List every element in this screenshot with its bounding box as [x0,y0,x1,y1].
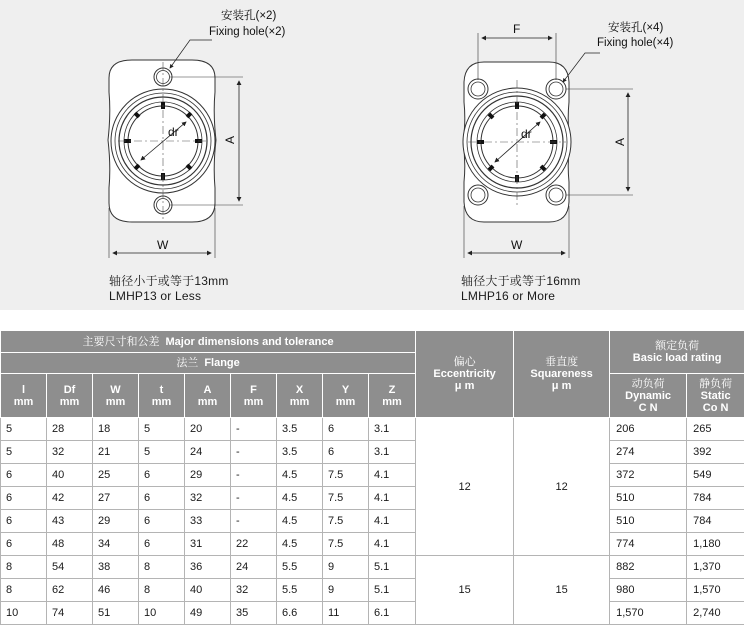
eccentricity-value: 15 [416,556,514,625]
cell-t: 6 [139,464,185,487]
cell-dynamic-load: 206 [610,418,687,441]
cell-static-load: 265 [687,418,744,441]
specifications-table [0,330,744,625]
cell-a: 36 [185,556,231,579]
cell-t: 10 [139,602,185,625]
flange-drawings [0,0,744,310]
table-row [1,418,744,441]
cell-z: 4.1 [369,464,416,487]
cell-y: 9 [323,556,369,579]
cell-y: 6 [323,441,369,464]
table-row [1,533,744,556]
left-caption [109,274,229,304]
cell-static-load: 1,180 [687,533,744,556]
cell-t: 8 [139,579,185,602]
col-header-w: W mm [93,374,139,418]
cell-f: 32 [231,579,277,602]
cell-t: 6 [139,510,185,533]
cell-y: 7.5 [323,487,369,510]
cell-x: 3.5 [277,418,323,441]
cell-df: 62 [47,579,93,602]
cell-w: 46 [93,579,139,602]
cell-x: 3.5 [277,441,323,464]
cell-z: 5.1 [369,579,416,602]
cell-f: - [231,487,277,510]
cell-df: 48 [47,533,93,556]
load-rating-header: 额定负荷 Basic load rating [610,331,744,374]
cell-df: 74 [47,602,93,625]
cell-dynamic-load: 510 [610,487,687,510]
cell-z: 4.1 [369,510,416,533]
cell-z: 4.1 [369,487,416,510]
cell-f: - [231,418,277,441]
right-callout-cn: 安装孔(×4) [608,20,663,34]
squareness-value: 12 [514,418,610,556]
cell-w: 34 [93,533,139,556]
col-header-z: Z mm [369,374,416,418]
cell-f: - [231,441,277,464]
table-row [1,602,744,625]
cell-l: 5 [1,418,47,441]
cell-x: 6.6 [277,602,323,625]
right-caption [461,274,581,304]
cell-a: 40 [185,579,231,602]
cell-w: 18 [93,418,139,441]
cell-x: 5.5 [277,579,323,602]
cell-x: 4.5 [277,510,323,533]
cell-z: 3.1 [369,418,416,441]
table-row [1,556,744,579]
cell-a: 32 [185,487,231,510]
flange-header: 法兰 Flange [1,353,416,374]
squareness-header: 垂直度 Squareness μ m [514,331,610,418]
cell-static-load: 1,370 [687,556,744,579]
cell-static-load: 784 [687,487,744,510]
cell-static-load: 549 [687,464,744,487]
cell-z: 4.1 [369,533,416,556]
col-header-y: Y mm [323,374,369,418]
cell-a: 24 [185,441,231,464]
cell-y: 7.5 [323,464,369,487]
cell-w: 51 [93,602,139,625]
right-dim-f: F [513,22,520,36]
cell-dynamic-load: 1,570 [610,602,687,625]
cell-y: 7.5 [323,533,369,556]
cell-a: 29 [185,464,231,487]
cell-y: 9 [323,579,369,602]
major-dimensions-header: 主要尺寸和公差 Major dimensions and tolerance [1,331,416,353]
cell-z: 6.1 [369,602,416,625]
col-header-df: Df mm [47,374,93,418]
col-header-f: F mm [231,374,277,418]
dynamic-load-header: 动负荷 Dynamic C N [610,374,687,418]
cell-l: 10 [1,602,47,625]
cell-dynamic-load: 882 [610,556,687,579]
left-dim-w: W [157,238,169,252]
cell-dynamic-load: 274 [610,441,687,464]
col-header-t: t mm [139,374,185,418]
cell-x: 4.5 [277,533,323,556]
technical-drawing-area [0,0,744,310]
table-row [1,441,744,464]
cell-static-load: 784 [687,510,744,533]
squareness-value: 15 [514,556,610,625]
cell-w: 25 [93,464,139,487]
left-dr-label: dr [168,125,179,139]
cell-l: 6 [1,487,47,510]
cell-t: 6 [139,533,185,556]
cell-t: 8 [139,556,185,579]
cell-t: 5 [139,418,185,441]
cell-static-load: 392 [687,441,744,464]
cell-df: 32 [47,441,93,464]
cell-static-load: 2,740 [687,602,744,625]
cell-a: 20 [185,418,231,441]
right-callout-en: Fixing hole(×4) [597,37,674,49]
left-caption-en: LMHP13 or Less [109,289,229,304]
col-header-a: A mm [185,374,231,418]
left-flange-drawing [108,8,286,258]
cell-w: 38 [93,556,139,579]
cell-x: 4.5 [277,487,323,510]
cell-l: 8 [1,556,47,579]
cell-z: 3.1 [369,441,416,464]
cell-x: 5.5 [277,556,323,579]
cell-y: 7.5 [323,510,369,533]
cell-t: 5 [139,441,185,464]
cell-a: 31 [185,533,231,556]
right-caption-en: LMHP16 or More [461,289,581,304]
cell-l: 8 [1,579,47,602]
cell-dynamic-load: 774 [610,533,687,556]
cell-df: 40 [47,464,93,487]
right-dim-a: A [613,138,627,146]
cell-df: 43 [47,510,93,533]
cell-f: - [231,464,277,487]
cell-dynamic-load: 510 [610,510,687,533]
cell-dynamic-load: 372 [610,464,687,487]
eccentricity-header: 偏心 Eccentricity μ m [416,331,514,418]
table-row [1,510,744,533]
cell-l: 6 [1,464,47,487]
cell-l: 6 [1,533,47,556]
right-dr-label: dr [521,127,532,141]
cell-df: 28 [47,418,93,441]
cell-df: 42 [47,487,93,510]
cell-a: 49 [185,602,231,625]
cell-df: 54 [47,556,93,579]
cell-y: 6 [323,418,369,441]
right-flange-drawing [463,20,674,258]
right-caption-cn: 轴径大于或等于16mm [461,274,581,289]
static-load-header: 静负荷 Static Co N [687,374,744,418]
cell-l: 6 [1,510,47,533]
cell-w: 29 [93,510,139,533]
cell-y: 11 [323,602,369,625]
cell-t: 6 [139,487,185,510]
cell-x: 4.5 [277,464,323,487]
eccentricity-value: 12 [416,418,514,556]
cell-w: 27 [93,487,139,510]
table-row [1,487,744,510]
cell-dynamic-load: 980 [610,579,687,602]
cell-z: 5.1 [369,556,416,579]
left-caption-cn: 轴径小于或等于13mm [109,274,229,289]
cell-static-load: 1,570 [687,579,744,602]
table-row [1,579,744,602]
table-row [1,464,744,487]
cell-a: 33 [185,510,231,533]
cell-f: 35 [231,602,277,625]
right-dim-w: W [511,238,523,252]
left-dim-a: A [223,136,237,144]
left-callout-en: Fixing hole(×2) [209,26,286,38]
cell-l: 5 [1,441,47,464]
cell-f: - [231,510,277,533]
cell-w: 21 [93,441,139,464]
cell-f: 22 [231,533,277,556]
left-callout-cn: 安装孔(×2) [221,8,276,22]
col-header-l: l mm [1,374,47,418]
specifications-body [1,418,744,625]
cell-f: 24 [231,556,277,579]
col-header-x: X mm [277,374,323,418]
